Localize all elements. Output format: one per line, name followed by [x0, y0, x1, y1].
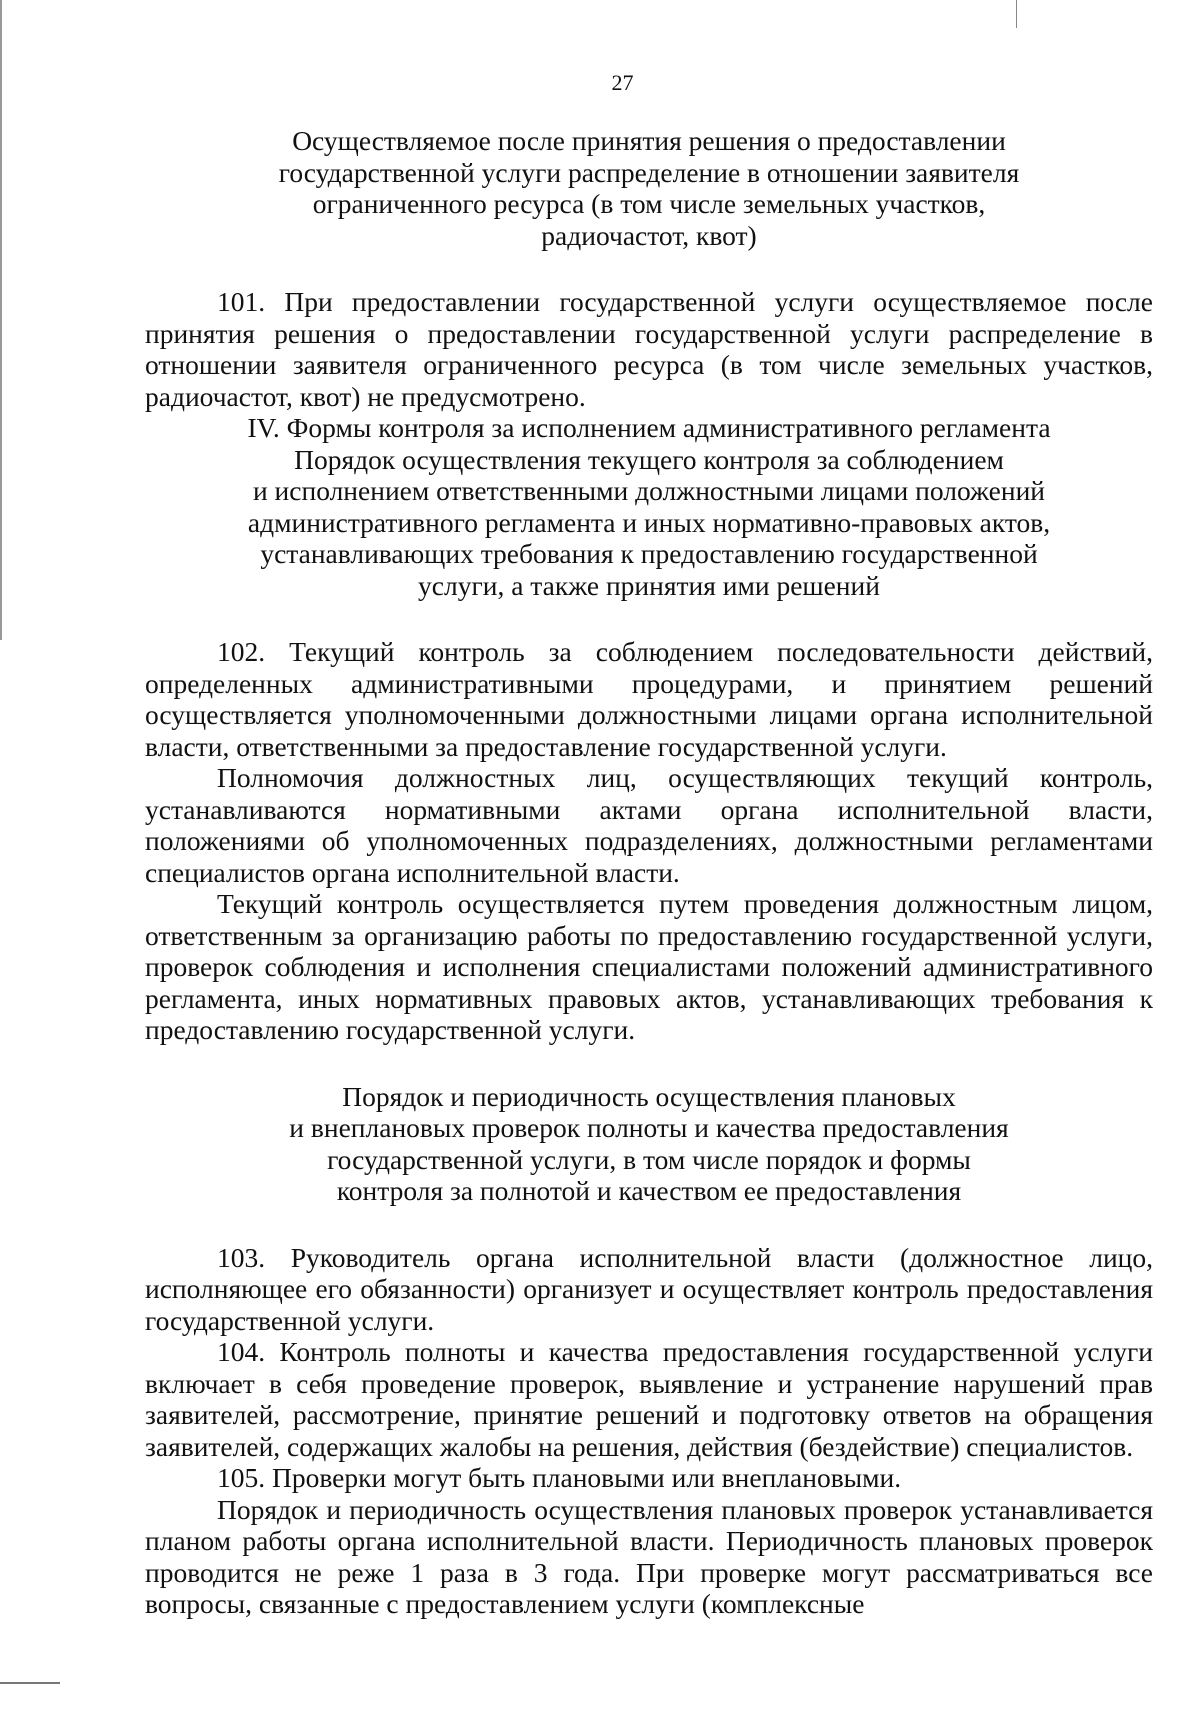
paragraph-105-procedure: Порядок и периодичность осуществления плановых проверок устанавливается планом работы органа исполнительной власти. Периодичность плановых проверок проводится не реже 1 раза в 3 года. При проверке могут рассматриваться все вопросы, связанные с предоставлением услуги (комплексные	[145, 1493, 1153, 1619]
paragraph-102: 102. Текущий контроль за соблюдением последовательности действий, определенных административными процедурами, и принятием решений осуществляется уполномоченными должностными лицами органа исполнительной власти, ответственными за предоставление государственной услуги.	[145, 636, 1153, 762]
chapter-heading-iv: IV. Формы контроля за исполнением административного регламента	[247, 412, 1051, 443]
heading-line: устанавливающих требования к предоставлению государственной	[260, 538, 1038, 569]
page-number: 27	[611, 70, 634, 95]
section-heading-resource-distribution	[145, 125, 1153, 251]
heading-line: административного регламента и иных нормативно-правовых актов,	[247, 506, 1051, 538]
heading-line: и внеплановых проверок полноты и качества предоставления	[289, 1112, 1009, 1143]
scan-edge-bottom	[0, 1682, 60, 1684]
paragraph-102-current-control: Текущий контроль осуществляется путем проведения должностным лицом, ответственным за организацию работы по предоставлению государственной услуги, проверок соблюдения и исполнения специалистами положений административного регламента, иных нормативных правовых актов, устанавливающих требования к предоставлению государственной услуги.	[145, 888, 1153, 1045]
section-heading-current-control	[145, 444, 1153, 602]
heading-line: услуги, а также принятия ими решений	[418, 569, 880, 601]
heading-line: радиочастот, квот)	[541, 219, 757, 251]
paragraph-105: 105. Проверки могут быть плановыми или внеплановыми.	[217, 1462, 902, 1493]
heading-line: и исполнением ответственными должностными лицами положений	[252, 475, 1046, 506]
paragraph-101: 101. При предоставлении государственной услуги осуществляемое после принятия решения о предоставлении государственной услуги распределение в отношении заявителя ограниченного ресурса (в том числе земельных участков, радиочастот, квот) не предусмотрено.	[145, 286, 1153, 412]
paragraph-104: 104. Контроль полноты и качества предоставления государственной услуги включает в себя проведение проверок, выявление и устранение нарушений прав заявителей, рассмотрение, принятие решений и подготовку ответов на обращения заявителей, содержащих жалобы на решения, действия (бездействие) специалистов.	[145, 1336, 1153, 1462]
heading-line: контроля за полнотой и качеством ее предоставления	[336, 1175, 962, 1206]
paragraph-102-powers: Полномочия должностных лиц, осуществляющих текущий контроль, устанавливаются нормативными актами органа исполнительной власти, положениями об уполномоченных подразделениях, должностными регламентами специалистов органа исполнительной власти.	[145, 762, 1153, 888]
scan-edge-top	[1016, 0, 1017, 28]
heading-line: ограниченного ресурса (в том числе земельных участков,	[312, 188, 986, 219]
section-heading-inspections	[145, 1081, 1153, 1207]
heading-line: государственной услуги, в том числе порядок и формы	[327, 1143, 971, 1175]
paragraph-103: 103. Руководитель органа исполнительной власти (должностное лицо, исполняющее его обязанности) организует и осуществляет контроль предоставления государственной услуги.	[145, 1241, 1153, 1336]
heading-line: государственной услуги распределение в отношении заявителя	[278, 156, 1020, 188]
heading-line: Порядок и периодичность осуществления плановых	[342, 1080, 956, 1112]
heading-line: Порядок осуществления текущего контроля за соблюдением	[294, 443, 1004, 475]
document-body	[145, 125, 1153, 1620]
heading-line: Осуществляемое после принятия решения о предоставлении	[292, 125, 1006, 156]
scan-edge-left	[0, 0, 2, 640]
